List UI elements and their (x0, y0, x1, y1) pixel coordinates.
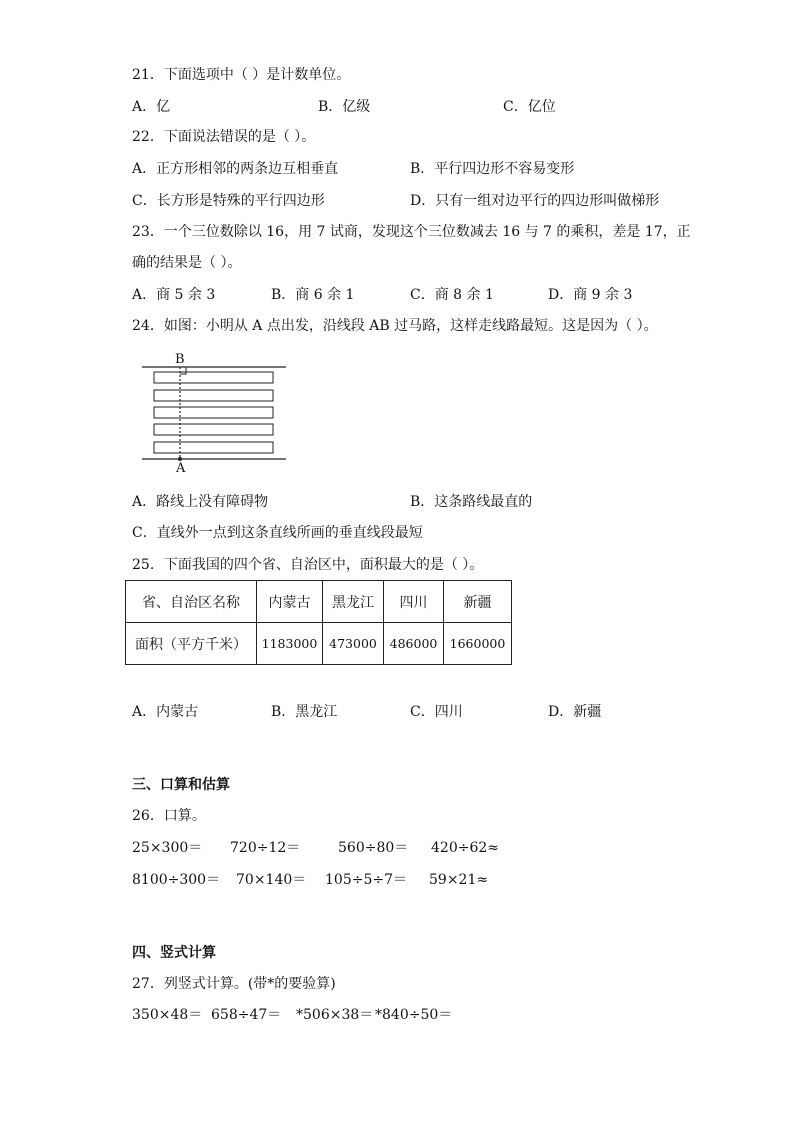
q22-option-c: C．长方形是特殊的平行四边形 (132, 193, 325, 209)
table-header-cell: 新疆 (444, 581, 512, 623)
q25-option-c: C．四川 (410, 704, 463, 720)
q22-option-d: D．只有一组对边平行的四边形叫做梯形 (410, 193, 660, 209)
q23-option-c: C．商 8 余 1 (410, 287, 494, 303)
q24-option-b: B．这条路线最直的 (410, 494, 533, 510)
q24-stem: 24．如图：小明从 A 点出发，沿线段 AB 过马路，这样走线路最短。这是因为（ ）。 (132, 318, 658, 334)
table-cell: 面积（平方千米） (126, 623, 257, 665)
table-cell: 1183000 (257, 623, 323, 665)
mental-calc-item: 59×21≈ (429, 872, 489, 888)
q25-option-d: D．新疆 (548, 704, 602, 720)
q22-option-b: B．平行四边形不容易变形 (410, 161, 575, 177)
q21-stem: 21．下面选项中（ ）是计数单位。 (132, 67, 351, 83)
q27-stem: 27．列竖式计算。(带*的要验算) (132, 976, 336, 992)
mental-calc-item: 25×300＝ (132, 840, 203, 856)
table-cell: 1660000 (444, 623, 512, 665)
mental-calc-item: 720÷12＝ (230, 840, 301, 856)
crosswalk-stripe (154, 372, 273, 383)
section4-heading: 四、竖式计算 (132, 945, 216, 961)
point-a-label: A (176, 461, 186, 475)
q21-option-a: A．亿 (132, 99, 171, 115)
vertical-calc-item: 350×48＝ (132, 1007, 203, 1023)
q24-option-c: C．直线外一点到这条直线所画的垂直线段最短 (132, 525, 423, 541)
table-header-cell: 内蒙古 (257, 581, 323, 623)
q25-stem: 25．下面我国的四个省、自治区中，面积最大的是（ ）。 (132, 557, 484, 573)
q24-option-a: A．路线上没有障碍物 (132, 494, 269, 510)
mental-calc-item: 560÷80＝ (338, 840, 409, 856)
table-cell: 486000 (384, 623, 444, 665)
mental-calc-item: 70×140＝ (236, 872, 307, 888)
table-header-cell: 四川 (384, 581, 444, 623)
q26-stem: 26．口算。 (132, 808, 206, 824)
province-area-table (125, 580, 512, 665)
section3-heading: 三、口算和估算 (132, 777, 230, 793)
q25-option-a: A．内蒙古 (132, 704, 199, 720)
table-header-cell: 省、自治区名称 (126, 581, 257, 623)
vertical-calc-item: 658÷47＝ (211, 1007, 282, 1023)
mental-calc-item: 420÷62≈ (431, 840, 499, 856)
mental-calc-item: 8100÷300＝ (132, 872, 221, 888)
vertical-calc-item: *506×38＝ (296, 1007, 374, 1023)
q23-option-b: B．商 6 余 1 (271, 287, 355, 303)
crosswalk-stripe (154, 390, 273, 401)
q23-option-d: D．商 9 余 3 (548, 287, 633, 303)
q23-stem-line1: 23．一个三位数除以 16，用 7 试商，发现这个三位数减去 16 与 7 的乘积，差是 17，正 (132, 224, 691, 240)
q22-stem: 22．下面说法错误的是（ ）。 (132, 129, 316, 145)
q22-option-a: A．正方形相邻的两条边互相垂直 (132, 161, 339, 177)
crosswalk-stripe (154, 442, 273, 453)
vertical-calc-item: *840÷50＝ (375, 1007, 453, 1023)
mental-calc-item: 105÷5÷7＝ (325, 872, 407, 888)
q21-option-c: C．亿位 (503, 99, 556, 115)
point-b-label: B (175, 352, 185, 367)
q23-option-a: A．商 5 余 3 (132, 287, 216, 303)
q21-option-b: B．亿级 (318, 99, 371, 115)
table-row (126, 581, 512, 623)
crosswalk-stripe (154, 407, 273, 418)
table-row (126, 623, 512, 665)
q23-stem-line2: 确的结果是（ ）。 (132, 255, 242, 271)
table-header-cell: 黑龙江 (323, 581, 384, 623)
table-cell: 473000 (323, 623, 384, 665)
crosswalk-stripe (154, 424, 273, 435)
q25-option-b: B．黑龙江 (271, 704, 338, 720)
crosswalk-figure (140, 350, 300, 475)
